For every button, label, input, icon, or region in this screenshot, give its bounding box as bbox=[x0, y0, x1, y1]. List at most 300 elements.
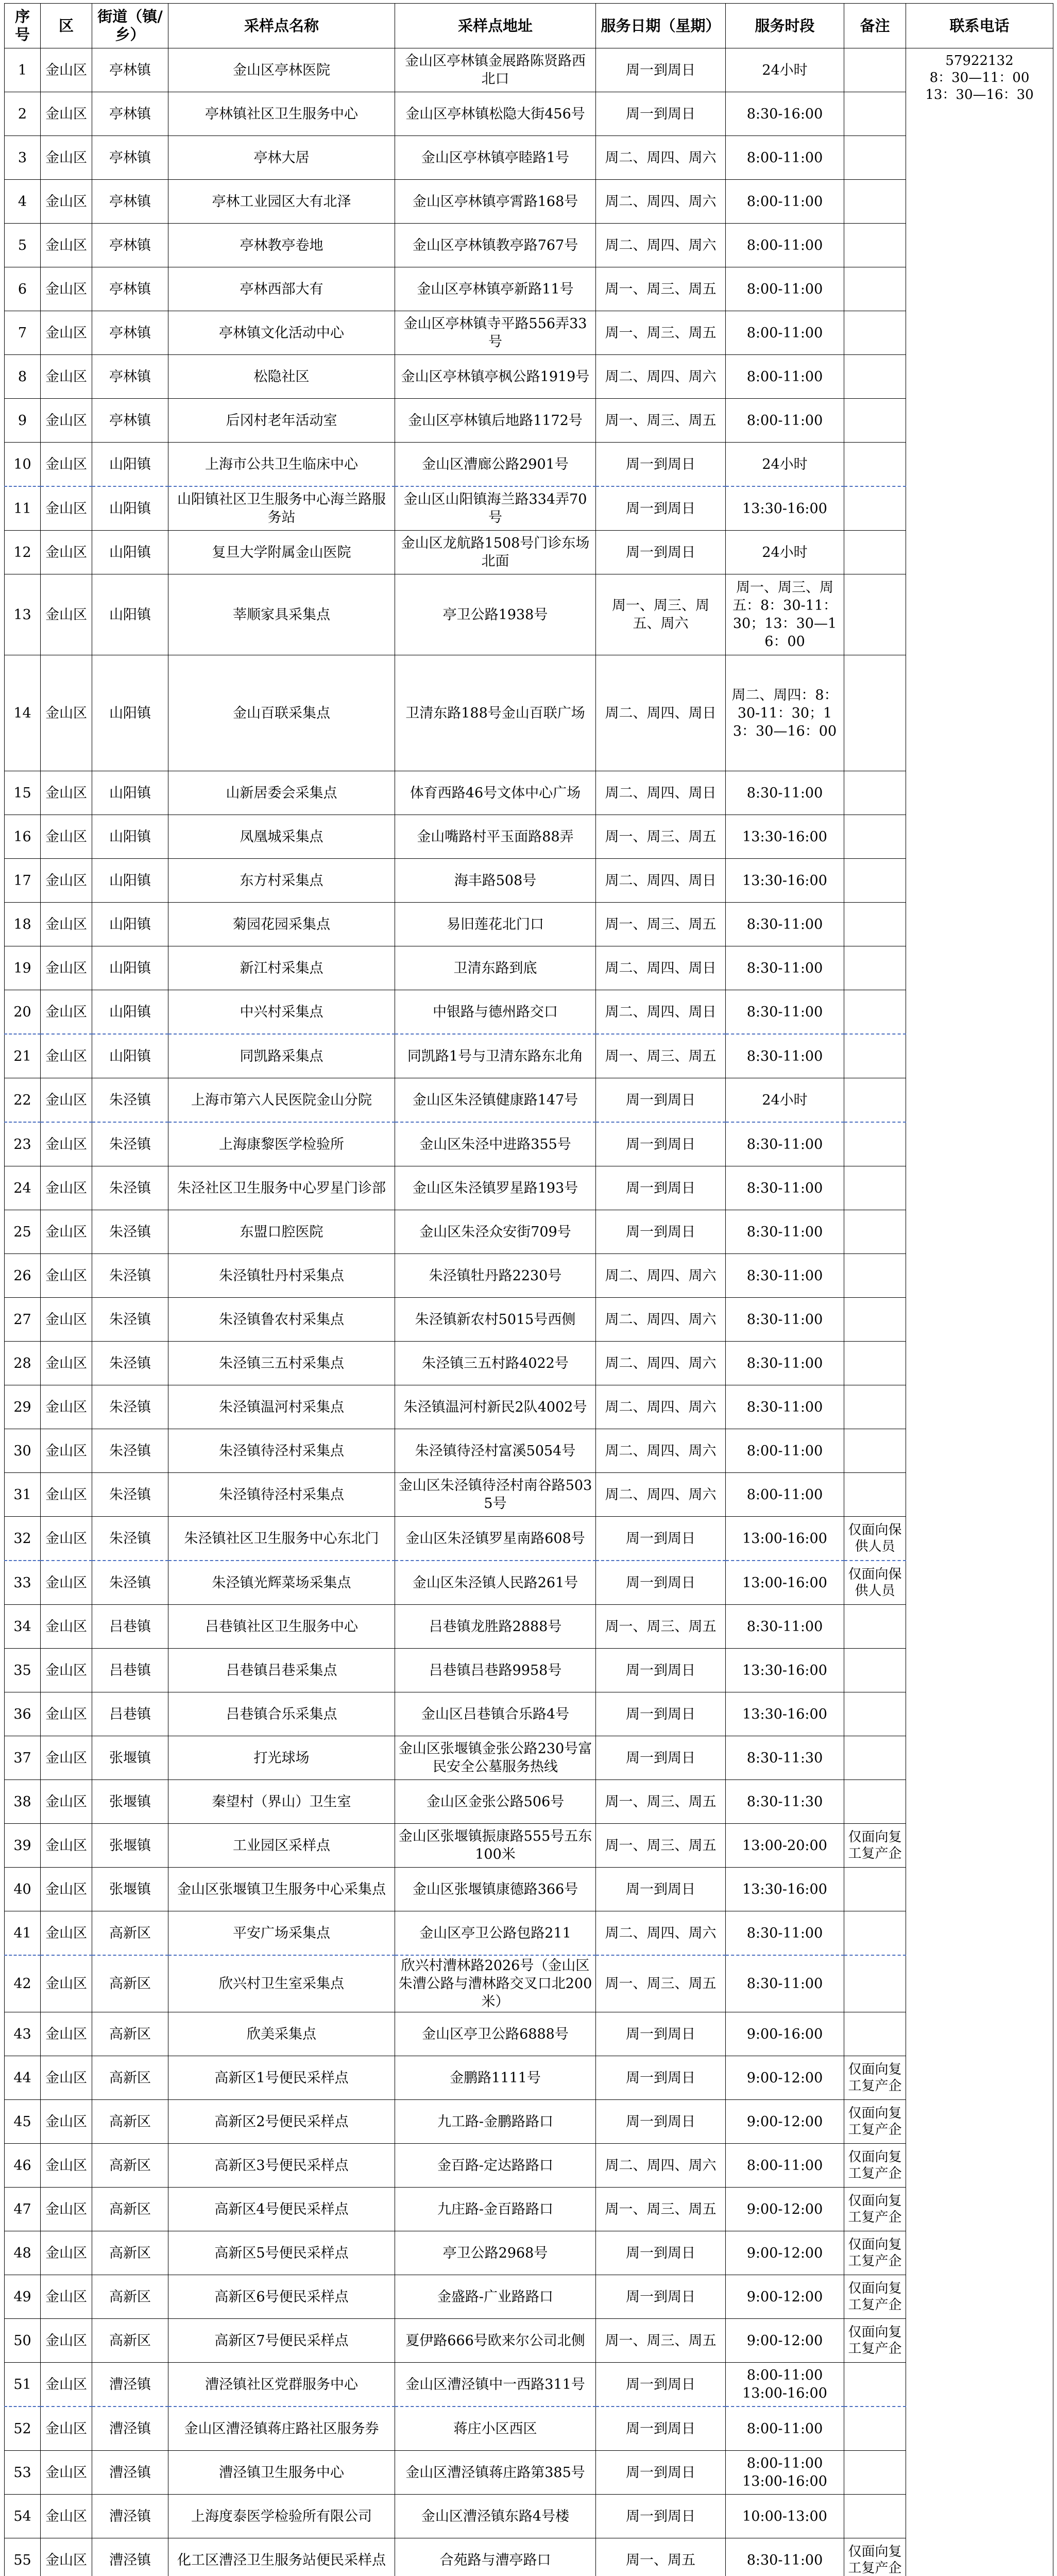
cell-point-name: 上海康黎医学检验所 bbox=[168, 1122, 395, 1166]
cell-remarks bbox=[844, 990, 906, 1035]
cell-district: 金山区 bbox=[41, 180, 92, 224]
cell-point-name: 朱泾镇牡丹村采集点 bbox=[168, 1254, 395, 1298]
cell-point-address: 金山区吕巷镇合乐路4号 bbox=[395, 1692, 596, 1736]
cell-street: 亭林镇 bbox=[92, 267, 168, 311]
cell-index: 5 bbox=[5, 224, 41, 267]
cell-street: 山阳镇 bbox=[92, 990, 168, 1035]
cell-point-name: 亭林教亭卷地 bbox=[168, 224, 395, 267]
contact-phone-cell: 57922132 8：30—11：00 13：30—16：30 bbox=[906, 48, 1053, 2576]
cell-service-hours: 9:00-16:00 bbox=[726, 2012, 844, 2056]
cell-point-address: 金山区亭林镇教亭路767号 bbox=[395, 224, 596, 267]
table-row bbox=[5, 267, 1053, 311]
cell-point-address: 体育西路46号文体中心广场 bbox=[395, 771, 596, 815]
cell-point-name: 吕巷镇社区卫生服务中心 bbox=[168, 1605, 395, 1649]
cell-service-hours: 8:30-11:00 bbox=[726, 1298, 844, 1342]
cell-district: 金山区 bbox=[41, 1911, 92, 1956]
header-point-name: 采样点名称 bbox=[168, 4, 395, 48]
cell-index: 4 bbox=[5, 180, 41, 224]
cell-point-address: 同凯路1号与卫清东路东北角 bbox=[395, 1034, 596, 1078]
cell-index: 9 bbox=[5, 399, 41, 443]
cell-service-hours: 24小时 bbox=[726, 48, 844, 92]
table-row bbox=[5, 2100, 1053, 2144]
cell-remarks bbox=[844, 1298, 906, 1342]
cell-street: 亭林镇 bbox=[92, 180, 168, 224]
table-row bbox=[5, 1122, 1053, 1166]
cell-point-name: 菊园花园采集点 bbox=[168, 903, 395, 946]
cell-index: 42 bbox=[5, 1955, 41, 2012]
cell-point-address: 夏伊路666号欧来尔公司北侧 bbox=[395, 2319, 596, 2363]
cell-remarks bbox=[844, 655, 906, 771]
cell-street: 山阳镇 bbox=[92, 574, 168, 655]
cell-remarks bbox=[844, 1692, 906, 1736]
cell-index: 2 bbox=[5, 92, 41, 136]
cell-remarks bbox=[844, 771, 906, 815]
cell-point-name: 打光球场 bbox=[168, 1736, 395, 1780]
cell-street: 漕泾镇 bbox=[92, 2363, 168, 2407]
cell-service-days: 周一到周日 bbox=[596, 2100, 726, 2144]
cell-service-days: 周一、周三、周五 bbox=[596, 2188, 726, 2231]
cell-index: 26 bbox=[5, 1254, 41, 1298]
cell-street: 漕泾镇 bbox=[92, 2538, 168, 2576]
cell-district: 金山区 bbox=[41, 1385, 92, 1429]
cell-point-address: 卫清东路188号金山百联广场 bbox=[395, 655, 596, 771]
cell-index: 12 bbox=[5, 531, 41, 574]
table-row bbox=[5, 1780, 1053, 1824]
cell-service-days: 周一到周日 bbox=[596, 1122, 726, 1166]
cell-district: 金山区 bbox=[41, 136, 92, 180]
cell-service-days: 周二、周四、周六 bbox=[596, 1473, 726, 1517]
table-row bbox=[5, 1385, 1053, 1429]
cell-remarks: 仅面向复工复产企 bbox=[844, 2188, 906, 2231]
cell-point-name: 东盟口腔医院 bbox=[168, 1210, 395, 1254]
cell-service-hours: 9:00-12:00 bbox=[726, 2100, 844, 2144]
cell-point-address: 金山区龙航路1508号门诊东场北面 bbox=[395, 531, 596, 574]
cell-point-address: 欣兴村漕林路2026号（金山区朱漕公路与漕林路交叉口北200米） bbox=[395, 1955, 596, 2012]
table-row bbox=[5, 1517, 1053, 1561]
cell-point-address: 卫清东路到底 bbox=[395, 946, 596, 990]
cell-point-name: 朱泾社区卫生服务中心罗星门诊部 bbox=[168, 1166, 395, 1210]
cell-district: 金山区 bbox=[41, 1868, 92, 1911]
table-row bbox=[5, 903, 1053, 946]
cell-street: 漕泾镇 bbox=[92, 2495, 168, 2538]
cell-point-name: 化工区漕泾卫生服务站便民采样点 bbox=[168, 2538, 395, 2576]
cell-service-hours: 9:00-12:00 bbox=[726, 2275, 844, 2319]
cell-point-address: 金山区朱泾镇罗星路193号 bbox=[395, 1166, 596, 1210]
table-row bbox=[5, 2231, 1053, 2275]
table-row bbox=[5, 48, 1053, 92]
cell-point-name: 上海度泰医学检验所有限公司 bbox=[168, 2495, 395, 2538]
cell-remarks bbox=[844, 2495, 906, 2538]
cell-index: 44 bbox=[5, 2056, 41, 2100]
cell-service-days: 周二、周四、周六 bbox=[596, 1254, 726, 1298]
cell-remarks bbox=[844, 1254, 906, 1298]
cell-district: 金山区 bbox=[41, 771, 92, 815]
cell-district: 金山区 bbox=[41, 92, 92, 136]
cell-district: 金山区 bbox=[41, 655, 92, 771]
cell-index: 38 bbox=[5, 1780, 41, 1824]
cell-service-hours: 24小时 bbox=[726, 531, 844, 574]
cell-district: 金山区 bbox=[41, 2144, 92, 2188]
cell-remarks: 仅面向复工复产企 bbox=[844, 2056, 906, 2100]
cell-district: 金山区 bbox=[41, 2495, 92, 2538]
cell-point-address: 朱泾镇牡丹路2230号 bbox=[395, 1254, 596, 1298]
header-service-hours: 服务时段 bbox=[726, 4, 844, 48]
cell-service-days: 周一、周三、周五 bbox=[596, 267, 726, 311]
cell-index: 14 bbox=[5, 655, 41, 771]
cell-street: 朱泾镇 bbox=[92, 1561, 168, 1605]
cell-street: 山阳镇 bbox=[92, 815, 168, 859]
cell-service-days: 周二、周四、周六 bbox=[596, 355, 726, 399]
cell-remarks bbox=[844, 1605, 906, 1649]
cell-index: 17 bbox=[5, 859, 41, 903]
cell-remarks bbox=[844, 399, 906, 443]
table-row bbox=[5, 399, 1053, 443]
table-row bbox=[5, 2188, 1053, 2231]
table-row bbox=[5, 1254, 1053, 1298]
cell-street: 山阳镇 bbox=[92, 859, 168, 903]
cell-index: 48 bbox=[5, 2231, 41, 2275]
cell-point-address: 金山区朱泾镇人民路261号 bbox=[395, 1561, 596, 1605]
cell-index: 15 bbox=[5, 771, 41, 815]
cell-remarks bbox=[844, 2012, 906, 2056]
cell-point-address: 金山区亭林镇松隐大街456号 bbox=[395, 92, 596, 136]
cell-index: 40 bbox=[5, 1868, 41, 1911]
cell-service-hours: 9:00-12:00 bbox=[726, 2188, 844, 2231]
cell-index: 52 bbox=[5, 2406, 41, 2451]
cell-district: 金山区 bbox=[41, 48, 92, 92]
cell-point-address: 金山区亭林镇寺平路556弄33号 bbox=[395, 311, 596, 355]
cell-district: 金山区 bbox=[41, 2012, 92, 2056]
cell-service-hours: 8:30-11:00 bbox=[726, 903, 844, 946]
table-row bbox=[5, 815, 1053, 859]
cell-remarks: 仅面向复工复产企 bbox=[844, 2231, 906, 2275]
cell-remarks bbox=[844, 1385, 906, 1429]
cell-remarks bbox=[844, 1868, 906, 1911]
cell-point-address: 金山区朱泾中进路355号 bbox=[395, 1122, 596, 1166]
cell-index: 33 bbox=[5, 1561, 41, 1605]
cell-street: 朱泾镇 bbox=[92, 1166, 168, 1210]
cell-district: 金山区 bbox=[41, 1736, 92, 1780]
cell-point-address: 朱泾镇待泾村富溪5054号 bbox=[395, 1429, 596, 1473]
cell-point-address: 金鹏路1111号 bbox=[395, 2056, 596, 2100]
cell-index: 31 bbox=[5, 1473, 41, 1517]
cell-street: 朱泾镇 bbox=[92, 1385, 168, 1429]
cell-district: 金山区 bbox=[41, 399, 92, 443]
cell-service-hours: 8:30-11:00 bbox=[726, 1342, 844, 1385]
cell-street: 亭林镇 bbox=[92, 92, 168, 136]
cell-service-hours: 8:30-16:00 bbox=[726, 92, 844, 136]
cell-service-days: 周一、周三、周五 bbox=[596, 1605, 726, 1649]
cell-street: 朱泾镇 bbox=[92, 1078, 168, 1123]
sampling-points-sheet bbox=[4, 3, 1053, 2576]
cell-point-name: 上海市公共卫生临床中心 bbox=[168, 443, 395, 487]
cell-point-name: 高新区5号便民采样点 bbox=[168, 2231, 395, 2275]
cell-service-days: 周二、周四、周日 bbox=[596, 655, 726, 771]
cell-remarks bbox=[844, 2451, 906, 2495]
cell-point-address: 金百路-定达路路口 bbox=[395, 2144, 596, 2188]
header-row bbox=[5, 4, 1053, 48]
cell-street: 张堰镇 bbox=[92, 1736, 168, 1780]
table-row bbox=[5, 2056, 1053, 2100]
cell-service-days: 周一、周三、周五 bbox=[596, 399, 726, 443]
cell-point-name: 亭林工业园区大有北泽 bbox=[168, 180, 395, 224]
cell-index: 8 bbox=[5, 355, 41, 399]
cell-service-days: 周一、周三、周五 bbox=[596, 311, 726, 355]
cell-service-hours: 8:30-11:00 bbox=[726, 1955, 844, 2012]
cell-service-days: 周二、周四、周六 bbox=[596, 1385, 726, 1429]
cell-service-hours: 8:30-11:00 bbox=[726, 1254, 844, 1298]
cell-service-hours: 8:00-11:00 bbox=[726, 2406, 844, 2451]
cell-remarks bbox=[844, 1210, 906, 1254]
cell-street: 张堰镇 bbox=[92, 1824, 168, 1868]
header-point-address: 采样点地址 bbox=[395, 4, 596, 48]
cell-remarks bbox=[844, 136, 906, 180]
cell-point-name: 后冈村老年活动室 bbox=[168, 399, 395, 443]
cell-street: 山阳镇 bbox=[92, 903, 168, 946]
cell-remarks bbox=[844, 486, 906, 531]
cell-index: 22 bbox=[5, 1078, 41, 1123]
cell-point-address: 金山区张堰镇康德路366号 bbox=[395, 1868, 596, 1911]
cell-service-hours: 13:00-20:00 bbox=[726, 1824, 844, 1868]
cell-service-days: 周一、周五 bbox=[596, 2538, 726, 2576]
table-row bbox=[5, 1034, 1053, 1078]
cell-index: 1 bbox=[5, 48, 41, 92]
cell-index: 16 bbox=[5, 815, 41, 859]
cell-point-name: 亭林镇文化活动中心 bbox=[168, 311, 395, 355]
cell-district: 金山区 bbox=[41, 486, 92, 531]
cell-service-hours: 8:30-11:00 bbox=[726, 946, 844, 990]
cell-service-days: 周一、周三、周五 bbox=[596, 1824, 726, 1868]
cell-district: 金山区 bbox=[41, 2188, 92, 2231]
cell-district: 金山区 bbox=[41, 2056, 92, 2100]
cell-service-hours: 9:00-12:00 bbox=[726, 2056, 844, 2100]
cell-point-address: 亭卫公路1938号 bbox=[395, 574, 596, 655]
cell-street: 亭林镇 bbox=[92, 399, 168, 443]
cell-point-name: 山新居委会采集点 bbox=[168, 771, 395, 815]
cell-district: 金山区 bbox=[41, 1824, 92, 1868]
cell-service-hours: 8:00-11:00 bbox=[726, 355, 844, 399]
cell-district: 金山区 bbox=[41, 2100, 92, 2144]
cell-index: 32 bbox=[5, 1517, 41, 1561]
cell-street: 亭林镇 bbox=[92, 311, 168, 355]
cell-service-days: 周二、周四、周六 bbox=[596, 224, 726, 267]
cell-district: 金山区 bbox=[41, 1078, 92, 1123]
cell-point-name: 复旦大学附属金山医院 bbox=[168, 531, 395, 574]
cell-district: 金山区 bbox=[41, 574, 92, 655]
cell-district: 金山区 bbox=[41, 355, 92, 399]
cell-street: 高新区 bbox=[92, 2231, 168, 2275]
cell-street: 山阳镇 bbox=[92, 1034, 168, 1078]
cell-street: 高新区 bbox=[92, 2144, 168, 2188]
cell-index: 55 bbox=[5, 2538, 41, 2576]
cell-remarks bbox=[844, 903, 906, 946]
cell-point-name: 吕巷镇吕巷采集点 bbox=[168, 1649, 395, 1692]
cell-service-days: 周二、周四、周日 bbox=[596, 946, 726, 990]
cell-service-days: 周二、周四、周六 bbox=[596, 136, 726, 180]
cell-district: 金山区 bbox=[41, 2406, 92, 2451]
cell-point-name: 欣美采集点 bbox=[168, 2012, 395, 2056]
cell-point-address: 金山区亭林镇亭新路11号 bbox=[395, 267, 596, 311]
cell-street: 朱泾镇 bbox=[92, 1429, 168, 1473]
header-district: 区 bbox=[41, 4, 92, 48]
cell-service-days: 周二、周四、周六 bbox=[596, 1911, 726, 1956]
cell-service-hours: 8:00-11:00 13:00-16:00 bbox=[726, 2451, 844, 2495]
cell-remarks bbox=[844, 574, 906, 655]
cell-point-address: 朱泾镇三五村路4022号 bbox=[395, 1342, 596, 1385]
cell-street: 吕巷镇 bbox=[92, 1605, 168, 1649]
cell-point-address: 金山区亭林镇亭睦路1号 bbox=[395, 136, 596, 180]
cell-index: 20 bbox=[5, 990, 41, 1035]
cell-service-days: 周二、周四、周六 bbox=[596, 2144, 726, 2188]
cell-street: 山阳镇 bbox=[92, 443, 168, 487]
cell-district: 金山区 bbox=[41, 2538, 92, 2576]
cell-service-hours: 8:00-11:00 bbox=[726, 2144, 844, 2188]
table-row bbox=[5, 1078, 1053, 1123]
table-row bbox=[5, 1868, 1053, 1911]
table-row bbox=[5, 2538, 1053, 2576]
cell-remarks bbox=[844, 946, 906, 990]
cell-service-days: 周一、周三、周五 bbox=[596, 1780, 726, 1824]
cell-index: 45 bbox=[5, 2100, 41, 2144]
cell-index: 35 bbox=[5, 1649, 41, 1692]
cell-point-name: 秦望村（界山）卫生室 bbox=[168, 1780, 395, 1824]
cell-service-days: 周一、周三、周五、周六 bbox=[596, 574, 726, 655]
table-row bbox=[5, 990, 1053, 1035]
cell-service-hours: 13:30-16:00 bbox=[726, 1692, 844, 1736]
cell-index: 6 bbox=[5, 267, 41, 311]
cell-district: 金山区 bbox=[41, 815, 92, 859]
cell-service-hours: 8:30-11:00 bbox=[726, 990, 844, 1035]
table-row bbox=[5, 180, 1053, 224]
cell-point-address: 金山区张堰镇振康路555号五东100米 bbox=[395, 1824, 596, 1868]
cell-district: 金山区 bbox=[41, 859, 92, 903]
cell-district: 金山区 bbox=[41, 1034, 92, 1078]
cell-point-address: 金山区漕廊公路2901号 bbox=[395, 443, 596, 487]
header-index: 序号 bbox=[5, 4, 41, 48]
cell-service-hours: 13:30-16:00 bbox=[726, 1868, 844, 1911]
table-row bbox=[5, 224, 1053, 267]
cell-remarks bbox=[844, 1342, 906, 1385]
cell-remarks bbox=[844, 1736, 906, 1780]
cell-street: 高新区 bbox=[92, 1955, 168, 2012]
cell-point-name: 金山区亭林医院 bbox=[168, 48, 395, 92]
cell-point-name: 金山区张堰镇卫生服务中心采集点 bbox=[168, 1868, 395, 1911]
cell-service-days: 周一到周日 bbox=[596, 2363, 726, 2407]
cell-district: 金山区 bbox=[41, 267, 92, 311]
cell-service-days: 周二、周四、周日 bbox=[596, 990, 726, 1035]
cell-street: 朱泾镇 bbox=[92, 1342, 168, 1385]
cell-street: 山阳镇 bbox=[92, 531, 168, 574]
cell-remarks: 仅面向保供人员 bbox=[844, 1517, 906, 1561]
cell-district: 金山区 bbox=[41, 2275, 92, 2319]
cell-remarks bbox=[844, 2406, 906, 2451]
cell-service-days: 周一到周日 bbox=[596, 1517, 726, 1561]
cell-point-name: 朱泾镇光辉菜场采集点 bbox=[168, 1561, 395, 1605]
cell-service-hours: 8:30-11:00 bbox=[726, 1034, 844, 1078]
cell-point-address: 亭卫公路2968号 bbox=[395, 2231, 596, 2275]
cell-street: 张堰镇 bbox=[92, 1780, 168, 1824]
cell-point-name: 东方村采集点 bbox=[168, 859, 395, 903]
table-row bbox=[5, 1692, 1053, 1736]
cell-service-days: 周一到周日 bbox=[596, 443, 726, 487]
cell-service-days: 周二、周四、周六 bbox=[596, 1342, 726, 1385]
table-row bbox=[5, 1473, 1053, 1517]
table-row bbox=[5, 443, 1053, 487]
cell-service-hours: 13:30-16:00 bbox=[726, 859, 844, 903]
cell-point-address: 朱泾镇温河村新民2队4002号 bbox=[395, 1385, 596, 1429]
cell-point-name: 亭林西部大有 bbox=[168, 267, 395, 311]
cell-point-address: 吕巷镇龙胜路2888号 bbox=[395, 1605, 596, 1649]
cell-point-name: 山阳镇社区卫生服务中心海兰路服务站 bbox=[168, 486, 395, 531]
cell-point-name: 欣兴村卫生室采集点 bbox=[168, 1955, 395, 2012]
cell-service-hours: 13:00-16:00 bbox=[726, 1561, 844, 1605]
cell-service-days: 周一到周日 bbox=[596, 2231, 726, 2275]
cell-remarks bbox=[844, 2363, 906, 2407]
cell-remarks: 仅面向保供人员 bbox=[844, 1561, 906, 1605]
cell-point-address: 金山区金张公路506号 bbox=[395, 1780, 596, 1824]
cell-district: 金山区 bbox=[41, 946, 92, 990]
cell-service-hours: 8:30-11:00 bbox=[726, 1605, 844, 1649]
cell-index: 3 bbox=[5, 136, 41, 180]
table-row bbox=[5, 2363, 1053, 2407]
cell-point-name: 高新区4号便民采样点 bbox=[168, 2188, 395, 2231]
header-phone: 联系电话 bbox=[906, 4, 1053, 48]
table-row bbox=[5, 2275, 1053, 2319]
cell-service-days: 周一到周日 bbox=[596, 2406, 726, 2451]
cell-point-address: 金山区亭林镇金展路陈贤路西北口 bbox=[395, 48, 596, 92]
cell-service-days: 周一到周日 bbox=[596, 92, 726, 136]
table-row bbox=[5, 486, 1053, 531]
cell-service-days: 周一、周三、周五 bbox=[596, 1034, 726, 1078]
cell-remarks bbox=[844, 48, 906, 92]
cell-point-address: 吕巷镇吕巷路9958号 bbox=[395, 1649, 596, 1692]
table-row bbox=[5, 355, 1053, 399]
cell-index: 51 bbox=[5, 2363, 41, 2407]
cell-index: 47 bbox=[5, 2188, 41, 2231]
cell-service-days: 周一到周日 bbox=[596, 1166, 726, 1210]
cell-point-address: 金山区朱泾镇健康路147号 bbox=[395, 1078, 596, 1123]
table-row bbox=[5, 1429, 1053, 1473]
cell-point-address: 金山区漕泾镇中一西路311号 bbox=[395, 2363, 596, 2407]
cell-index: 25 bbox=[5, 1210, 41, 1254]
cell-service-days: 周一到周日 bbox=[596, 1736, 726, 1780]
cell-point-address: 金盛路-广业路路口 bbox=[395, 2275, 596, 2319]
cell-district: 金山区 bbox=[41, 443, 92, 487]
table-row bbox=[5, 1166, 1053, 1210]
cell-index: 18 bbox=[5, 903, 41, 946]
cell-index: 41 bbox=[5, 1911, 41, 1956]
cell-remarks bbox=[844, 1034, 906, 1078]
cell-service-days: 周一到周日 bbox=[596, 1561, 726, 1605]
table-row bbox=[5, 574, 1053, 655]
cell-index: 11 bbox=[5, 486, 41, 531]
cell-point-address: 朱泾镇新农村5015号西侧 bbox=[395, 1298, 596, 1342]
cell-remarks bbox=[844, 1780, 906, 1824]
table-row bbox=[5, 655, 1053, 771]
cell-service-hours: 13:30-16:00 bbox=[726, 815, 844, 859]
table-row bbox=[5, 2319, 1053, 2363]
cell-service-days: 周一到周日 bbox=[596, 1692, 726, 1736]
table-row bbox=[5, 1561, 1053, 1605]
cell-point-address: 金山区亭林镇后地路1172号 bbox=[395, 399, 596, 443]
table-row bbox=[5, 1955, 1053, 2012]
cell-street: 朱泾镇 bbox=[92, 1298, 168, 1342]
cell-remarks bbox=[844, 531, 906, 574]
cell-district: 金山区 bbox=[41, 531, 92, 574]
cell-district: 金山区 bbox=[41, 903, 92, 946]
cell-point-name: 凤凰城采集点 bbox=[168, 815, 395, 859]
cell-street: 吕巷镇 bbox=[92, 1649, 168, 1692]
